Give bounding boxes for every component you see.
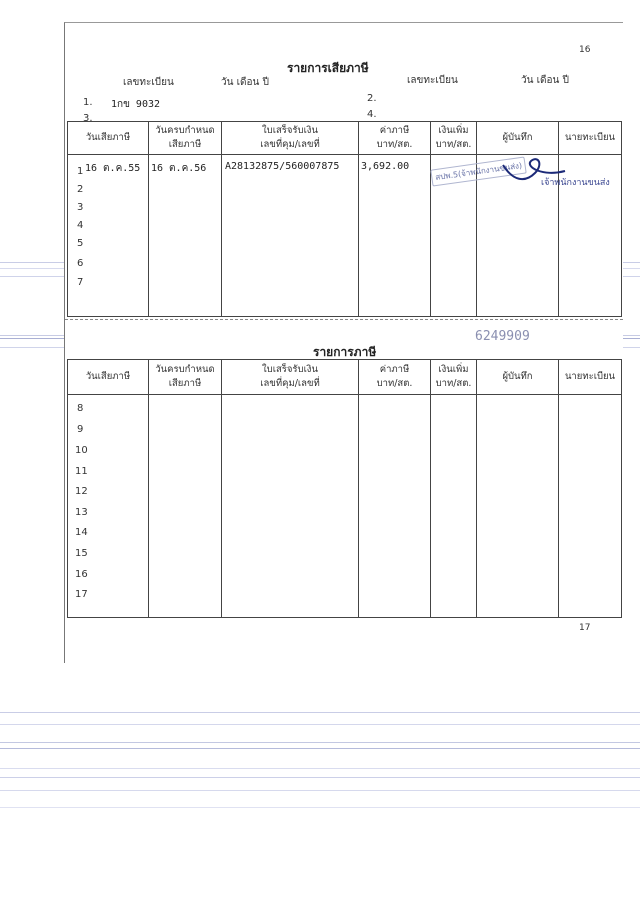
row1-receipt-number: A28132875/560007875 — [225, 161, 340, 172]
row-number: 5 — [77, 238, 84, 249]
col-surcharge-header: เงินเพิ่ม บาท/สต. — [431, 122, 477, 155]
item-3-number: 3. — [83, 113, 93, 124]
section-separator — [65, 319, 623, 320]
row-number: 6 — [77, 258, 84, 269]
row-number: 4 — [77, 220, 84, 231]
tax-table-bottom — [67, 359, 622, 618]
item-1-plate: 1กข 9032 — [111, 99, 161, 110]
date-label-left: วัน เดือน ปี — [221, 77, 269, 88]
row1-paid-date: 16 ต.ค.55 — [85, 163, 141, 174]
col-recorder-header: ผู้บันทึก — [477, 360, 559, 395]
tax-record-sheet — [64, 22, 623, 663]
col-surcharge-header: เงินเพิ่ม บาท/สต. — [431, 360, 477, 395]
cell-receipt — [222, 155, 359, 317]
cell-tax — [359, 155, 431, 317]
row-number: 2 — [77, 184, 84, 195]
item-1-number: 1. — [83, 97, 93, 108]
section2-title: รายการภาษี — [313, 345, 377, 359]
cell-due — [149, 155, 222, 317]
row-number: 16 — [75, 569, 88, 580]
row-number: 14 — [75, 527, 88, 538]
col-due-date-header: วันครบกำหนด เสียภาษี — [149, 360, 222, 395]
col-paid-date-header: วันเสียภาษี — [68, 360, 149, 395]
row-number: 1 — [77, 166, 84, 177]
row1-tax-amount: 3,692.00 — [361, 161, 410, 172]
cell-receipt — [222, 395, 359, 618]
cell-due — [149, 395, 222, 618]
section1-title: รายการเสียภาษี — [287, 61, 369, 75]
row-number: 11 — [75, 466, 88, 477]
registrar-stamp: เจ้าพนักงานขนส่ง — [541, 178, 610, 188]
row-number: 3 — [77, 202, 84, 213]
col-tax-header: ค่าภาษี บาท/สต. — [359, 122, 431, 155]
col-tax-header: ค่าภาษี บาท/สต. — [359, 360, 431, 395]
col-recorder-header: ผู้บันทึก — [477, 122, 559, 155]
page-number-bottom: 17 — [579, 623, 591, 633]
cell-registrar — [559, 395, 622, 618]
row-number: 13 — [75, 507, 88, 518]
col-due-date-header: วันครบกำหนด เสียภาษี — [149, 122, 222, 155]
page-number-top: 16 — [579, 45, 591, 55]
row1-due-date: 16 ต.ค.56 — [151, 163, 207, 174]
date-label-right: วัน เดือน ปี — [521, 75, 569, 86]
cell-surcharge — [431, 395, 477, 618]
item-2-number: 2. — [367, 93, 377, 104]
recorder-stamp: สปพ.5(จ้าพนักงานขนส่ง) — [430, 156, 527, 186]
row-number: 15 — [75, 548, 88, 559]
col-receipt-header: ใบเสร็จรับเงิน เลขที่คุม/เลขที่ — [222, 122, 359, 155]
row-number: 8 — [77, 403, 84, 414]
col-receipt-header: ใบเสร็จรับเงิน เลขที่คุม/เลขที่ — [222, 360, 359, 395]
row-number: 12 — [75, 486, 88, 497]
row-number: 7 — [77, 277, 84, 288]
col-registrar-header: นายทะเบียน — [559, 360, 622, 395]
cell-recorder — [477, 395, 559, 618]
faded-document-number: 6249909 — [475, 329, 530, 344]
item-4-number: 4. — [367, 109, 377, 120]
cell-tax — [359, 395, 431, 618]
reg-label-right: เลขทะเบียน — [407, 75, 458, 86]
row-number: 9 — [77, 424, 84, 435]
cell-paid — [68, 155, 149, 317]
col-paid-date-header: วันเสียภาษี — [68, 122, 149, 155]
row-number: 10 — [75, 445, 88, 456]
row-number: 17 — [75, 589, 88, 600]
col-registrar-header: นายทะเบียน — [559, 122, 622, 155]
reg-label-left: เลขทะเบียน — [123, 77, 174, 88]
